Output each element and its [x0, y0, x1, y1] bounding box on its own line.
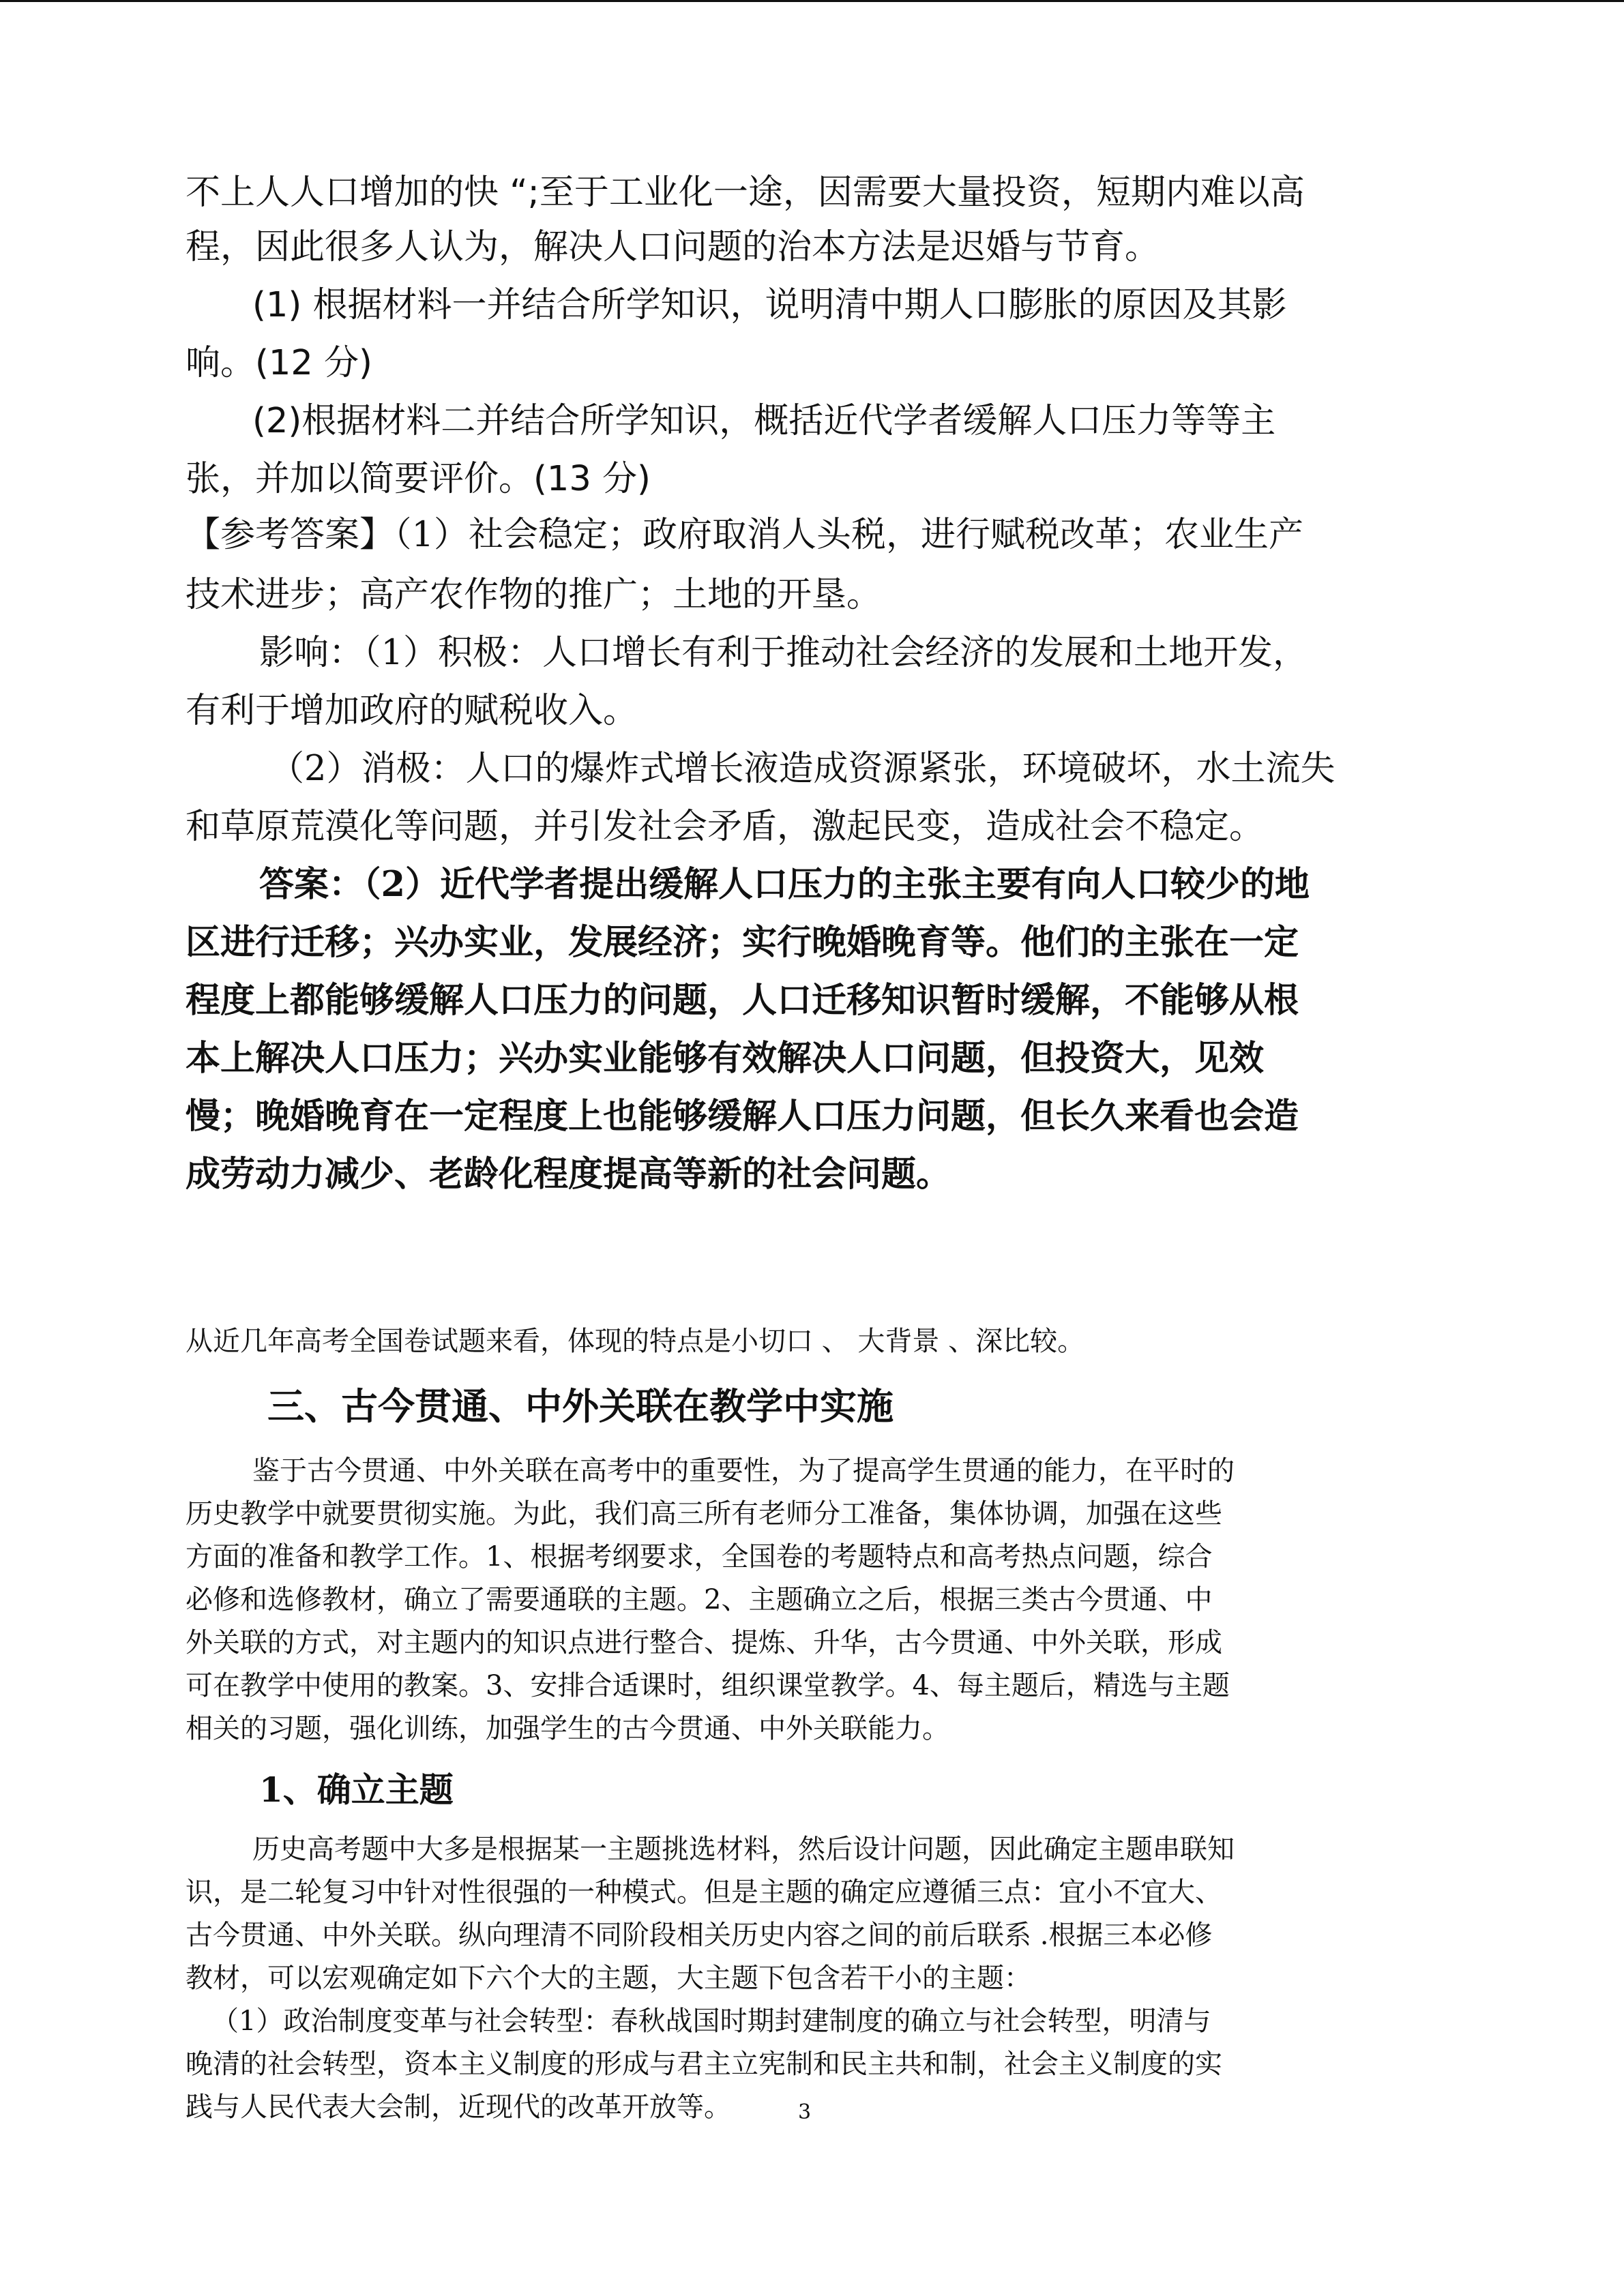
paragraph-line: 践与人民代表大会制，近现代的改革开放等。	[186, 2091, 731, 2123]
paragraph-line: 鉴于古今贯通、中外关联在高考中的重要性，为了提高学生贯通的能力，在平时的	[252, 1455, 1235, 1487]
paragraph-line: 历史高考题中大多是根据某一主题挑选材料，然后设计问题，因此确定主题串联知	[252, 1834, 1235, 1865]
reference-answer: 【参考答案】（1）社会稳定；政府取消人头税，进行赋税改革；农业生产	[186, 515, 1303, 555]
paragraph-line: 相关的习题，强化训练，加强学生的古今贯通、中外关联能力。	[186, 1713, 949, 1744]
question-1: (1) 根据材料一并结合所学知识，说明清中期人口膨胀的原因及其影	[252, 285, 1287, 325]
text-line: 本上解决人口压力；兴办实业能够有效解决人口问题，但投资大，见效	[186, 1038, 1265, 1079]
paragraph-line: 识，是二轮复习中针对性很强的一种模式。但是主题的确定应遵循三点：宜小不宜大、	[186, 1877, 1222, 1908]
question-2: (2)根据材料二并结合所学知识，概括近代学者缓解人口压力等等主	[252, 401, 1276, 441]
text-line: 成劳动力减少、老龄化程度提高等新的社会问题。	[186, 1154, 951, 1195]
answer-2: 答案：（2）近代学者提出缓解人口压力的主张主要有向人口较少的地	[259, 864, 1310, 905]
paragraph-line: 古今贯通、中外关联。纵向理清不同阶段相关历史内容之间的前后联系 .根据三本必修	[186, 1920, 1213, 1951]
text-line: 影响：（1）积极：人口增长有利于推动社会经济的发展和土地开发，	[259, 633, 1308, 673]
paragraph-line: 方面的准备和教学工作。1、根据考纲要求，全国卷的考题特点和高考热点问题，综合	[186, 1541, 1213, 1572]
paragraph-line: 可在教学中使用的教案。3、安排合适课时，组织课堂教学。4、每主题后，精选与主题	[186, 1670, 1230, 1701]
text-line: 技术进步；高产农作物的推广；土地的开垦。	[186, 575, 882, 615]
paragraph-line: 必修和选修教材，确立了需要通联的主题。2、主题确立之后，根据三类古今贯通、中	[186, 1584, 1213, 1615]
text-line: 程，因此很多人认为，解决人口问题的治本方法是迟婚与节育。	[186, 227, 1160, 267]
page-top-border	[0, 0, 1624, 2]
text-line: 不上人人口增加的快 “;至于工业化一途，因需要大量投资，短期内难以高	[186, 173, 1305, 213]
page-number: 3	[798, 2100, 812, 2124]
paragraph-line: 晚清的社会转型，资本主义制度的形成与君主立宪制和民主共和制，社会主义制度的实	[186, 2048, 1222, 2080]
text-line: 从近几年高考全国卷试题来看，体现的特点是小切口 、 大背景 、深比较。	[186, 1326, 1085, 1357]
text-line: 慢；晚婚晚育在一定程度上也能够缓解人口压力问题，但长久来看也会造	[186, 1096, 1299, 1137]
paragraph-line: 教材，可以宏观确定如下六个大的主题，大主题下包含若干小的主题：	[186, 1963, 1031, 1994]
paragraph-line: （1）政治制度变革与社会转型：春秋战国时期封建制度的确立与社会转型，明清与	[211, 2006, 1211, 2037]
text-line: 区进行迁移；兴办实业，发展经济；实行晚婚晚育等。他们的主张在一定	[186, 922, 1299, 963]
text-line: 和草原荒漠化等问题，并引发社会矛盾，激起民变，造成社会不稳定。	[186, 807, 1265, 847]
text-line: 程度上都能够缓解人口压力的问题，人口迁移知识暂时缓解，不能够从根	[186, 980, 1299, 1021]
text-line: 响。(12 分)	[186, 343, 372, 383]
text-line: 张，并加以简要评价。(13 分)	[186, 459, 651, 499]
paragraph-line: 外关联的方式，对主题内的知识点进行整合、提炼、升华，古今贯通、中外关联，形成	[186, 1627, 1222, 1658]
subsection-heading: 1、确立主题	[259, 1770, 454, 1810]
text-line: 有利于增加政府的赋税收入。	[186, 691, 638, 731]
paragraph-line: 历史教学中就要贯彻实施。为此，我们高三所有老师分工准备，集体协调，加强在这些	[186, 1498, 1222, 1530]
section-heading: 三、古今贯通、中外关联在教学中实施	[267, 1385, 894, 1428]
text-line: （2）消极：人口的爆炸式增长液造成资源紧张，环境破坏，水土流失	[269, 749, 1335, 789]
